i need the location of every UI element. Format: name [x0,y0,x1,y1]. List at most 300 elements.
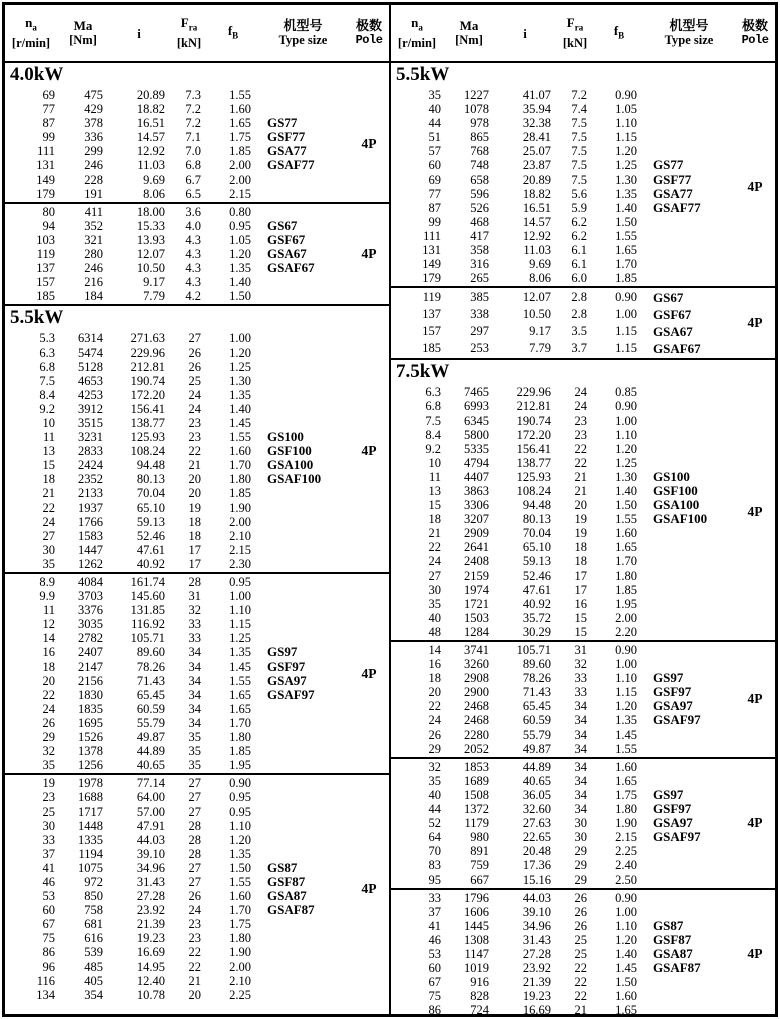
type-size-cell [643,526,735,540]
type-size-cell [257,501,349,515]
value-cell: 22 [42,687,55,702]
value-cell: 53 [42,889,55,904]
type-size-cell [643,1003,735,1014]
table-row [5,974,349,988]
value-cell: 4.0 [185,218,201,233]
value-cell: 34 [574,802,587,817]
value-cell: 1.80 [229,730,251,745]
value-cell: 32.38 [522,116,551,131]
value-cell: 1.55 [615,228,637,243]
value-cell: 4.3 [185,261,201,276]
value-cell: 131 [36,158,55,173]
value-cell: 9.2 [425,441,441,456]
value-cell: 134 [36,987,55,1002]
block-rows [391,890,735,1014]
table-row [5,861,349,875]
value-cell: 17 [574,568,587,583]
value-cell: 22.65 [522,830,551,845]
pole-value: 4P [747,691,763,707]
block-rows [5,204,349,305]
value-cell: 13.93 [136,232,165,247]
value-cell: 16 [428,657,441,672]
value-cell: 35.72 [522,610,551,625]
value-cell: 23 [188,430,201,445]
value-cell: 55.79 [522,727,551,742]
value-cell: 156.41 [516,441,551,456]
gearbox-block [5,773,389,1003]
value-cell: 246 [84,158,103,173]
value-cell: 78.26 [136,659,165,674]
value-cell: 22 [188,444,201,459]
type-size-cell [257,529,349,543]
value-cell: 49.87 [522,741,551,756]
value-cell: 32 [428,759,441,774]
value-cell: 185 [422,341,441,356]
type-size-cell [643,243,735,257]
value-cell: 20 [188,486,201,501]
value-cell: 19 [188,500,201,515]
value-cell: 2.00 [229,959,251,974]
value-cell: 15.33 [136,218,165,233]
block-rows [391,642,735,757]
value-cell: 10.50 [522,307,551,322]
header-label-subscript: a [418,22,423,33]
gearbox-block [391,888,775,1014]
value-cell: 8.9 [39,575,55,589]
value-cell: 40 [428,787,441,802]
value-cell: 22 [188,959,201,974]
value-cell: 8.4 [39,387,55,402]
value-cell: 7.4 [571,102,587,117]
type-size-cell [643,428,735,442]
value-cell: 25 [188,373,201,388]
table-row [5,444,349,458]
value-cell: 7.5 [39,373,55,388]
value-cell: 27.28 [136,889,165,904]
gearbox-block [391,87,775,286]
value-cell: 1284 [464,624,489,639]
value-cell: 11 [428,469,441,484]
type-size-cell [257,758,349,772]
value-cell: 1503 [464,610,489,625]
pole-value: 4P [747,946,763,962]
value-cell: 23 [42,790,55,805]
table-row [5,388,349,402]
value-cell: 2052 [464,741,489,756]
value-cell: 2424 [78,458,103,473]
value-cell: 2.00 [229,158,251,173]
value-cell: 0.95 [229,218,251,233]
value-cell: 28 [188,846,201,861]
value-cell: 26 [574,904,587,919]
value-cell: 2407 [78,645,103,660]
value-cell: 1.95 [615,596,637,611]
value-cell: 16.69 [136,945,165,960]
value-cell: 4794 [464,455,489,470]
type-size-cell: GS97 [653,670,684,686]
value-cell: 1.30 [229,373,251,388]
value-cell: 229.96 [516,385,551,400]
type-size-cell [257,543,349,557]
value-cell: 1.40 [615,200,637,215]
value-cell: 55.79 [136,715,165,730]
type-size-cell [643,858,735,872]
value-cell: 768 [470,144,489,159]
value-cell: 35 [428,88,441,102]
value-cell: 1508 [464,787,489,802]
value-cell: 28.41 [522,130,551,145]
value-cell: 748 [470,158,489,173]
value-cell: 28 [188,818,201,833]
value-cell: 21 [574,483,587,498]
type-size-cell [257,173,349,187]
type-size-cell [257,790,349,804]
value-cell: 1.05 [229,232,251,247]
value-cell: 7.5 [571,116,587,131]
value-cell: 89.60 [136,645,165,660]
value-cell: 185 [36,289,55,304]
value-cell: 24 [574,399,587,414]
value-cell: 1721 [464,596,489,611]
value-cell: 2.15 [615,830,637,845]
value-cell: 17.36 [522,858,551,873]
value-cell: 1.15 [615,324,637,339]
table-row [5,960,349,974]
value-cell: 417 [470,228,489,243]
value-cell: 0.85 [615,385,637,400]
value-cell: 7.5 [571,158,587,173]
value-cell: 35 [428,596,441,611]
value-cell: 12 [42,617,55,632]
value-cell: 6.1 [571,243,587,258]
type-size-cell [643,583,735,597]
value-cell: 6314 [78,331,103,346]
table-row [391,975,735,989]
value-cell: 27 [188,860,201,875]
value-cell: 5.6 [571,186,587,201]
value-cell: 828 [470,989,489,1004]
type-size-cell [257,557,349,571]
gearbox-block [391,384,775,640]
value-cell: 1937 [78,500,103,515]
value-cell: 40.65 [522,773,551,788]
value-cell: 8.06 [529,271,551,286]
value-cell: 34 [574,741,587,756]
header-label: $f_B$ [613,22,625,41]
table-row [5,331,349,345]
value-cell: 4.3 [185,275,201,290]
value-cell: 64.00 [136,790,165,805]
value-cell: 1.85 [615,582,637,597]
type-size-cell [257,331,349,345]
value-cell: 16.51 [136,116,165,131]
table-row [5,847,349,861]
value-cell: 34 [574,787,587,802]
type-size-cell [257,88,349,102]
value-cell: 24 [42,701,55,716]
value-cell: 1.55 [229,874,251,889]
table-row [5,130,349,144]
type-size-cell: GSF87 [653,931,692,947]
value-cell: 1.10 [615,671,637,686]
value-cell: 116.92 [131,617,165,632]
value-cell: 20 [188,987,201,1002]
value-cell: 1.35 [229,645,251,660]
value-cell: 184 [84,289,103,304]
value-cell: 1.50 [615,214,637,229]
value-cell: 15 [574,610,587,625]
value-cell: 33 [574,685,587,700]
type-size-cell [257,833,349,847]
value-cell: 18 [428,671,441,686]
value-cell: 99 [42,130,55,145]
value-cell: 1.15 [615,685,637,700]
table-row [5,903,349,917]
value-cell: 3.5 [571,324,587,339]
value-cell: 667 [470,872,489,887]
value-cell: 14 [428,643,441,657]
value-cell: 2352 [78,472,103,487]
value-cell: 78.26 [522,671,551,686]
type-size-cell [643,144,735,158]
table-row [391,257,735,271]
value-cell: 57.00 [136,804,165,819]
table-row [5,833,349,847]
value-cell: 2468 [464,713,489,728]
type-size-cell [643,611,735,625]
type-size-cell [643,728,735,742]
value-cell: 94.48 [136,458,165,473]
value-cell: 47.61 [136,542,165,557]
value-cell: 26 [42,715,55,730]
value-cell: 20 [188,472,201,487]
value-cell: 22 [574,975,587,990]
value-cell: 12.07 [136,247,165,262]
table-row [391,201,735,215]
value-cell: 1689 [464,773,489,788]
value-cell: 8.06 [143,186,165,201]
type-size-cell: GS77 [267,115,298,131]
value-cell: 6993 [464,399,489,414]
type-size-cell: GSAF97 [267,686,315,702]
value-cell: 1.65 [615,540,637,555]
table-row [5,575,349,589]
value-cell: 67 [42,917,55,932]
type-size-cell: GSAF67 [267,260,315,276]
value-cell: 26 [188,889,201,904]
value-cell: 0.90 [615,890,637,905]
value-cell: 64 [428,830,441,845]
value-cell: 16.51 [522,200,551,215]
value-cell: 2.10 [229,973,251,988]
type-size-cell: GS87 [267,859,298,875]
value-cell: 116 [36,973,55,988]
header-label: $n_a$ [411,15,423,33]
table-row [5,205,349,219]
value-cell: 60.59 [522,713,551,728]
block-rows [391,384,735,640]
type-size-cell: GSAF100 [653,511,708,527]
value-cell: 65.45 [136,687,165,702]
value-cell: 1978 [78,776,103,791]
value-cell: 14.57 [522,214,551,229]
value-cell: 32 [42,744,55,759]
table-row [5,660,349,674]
value-cell: 980 [470,830,489,845]
value-cell: 5.3 [39,331,55,346]
type-size-cell [257,945,349,959]
table-row [5,233,349,247]
spec-table-page [2,2,778,1017]
table-row [391,102,735,116]
table-row [391,844,735,858]
value-cell: 1.70 [229,903,251,918]
table-row [5,645,349,659]
value-cell: 40 [428,610,441,625]
table-row [391,215,735,229]
table-row [391,88,735,102]
value-cell: 16 [42,645,55,660]
value-cell: 891 [470,844,489,859]
value-cell: 1.60 [229,444,251,459]
table-row [391,643,735,657]
value-cell: 14 [42,631,55,646]
value-cell: 1.30 [615,172,637,187]
gearbox-block [391,286,775,358]
table-body [391,63,775,1014]
header-label: $f_B$ [227,22,239,41]
type-size-cell: GSA87 [267,888,307,904]
table-row [391,271,735,285]
value-cell: 20 [428,685,441,700]
value-cell: 1.40 [229,275,251,290]
value-cell: 1.00 [229,331,251,346]
value-cell: 18 [188,514,201,529]
block-rows [391,87,735,286]
header-label: $F_{ra}$ [180,15,198,33]
value-cell: 190.74 [130,373,165,388]
table-row [5,219,349,233]
type-size-cell [257,716,349,730]
header-unit: [r/min] [397,35,437,50]
table-row [391,158,735,172]
table-row [391,671,735,685]
value-cell: 11.03 [137,158,165,173]
value-cell: 179 [36,186,55,201]
value-cell: 1.00 [615,657,637,672]
value-cell: 6.3 [425,385,441,400]
header-cell [555,5,595,61]
header-unit: Pole [741,33,769,47]
header-unit: [Nm] [69,33,97,47]
table-row [5,730,349,744]
value-cell: 1256 [78,758,103,773]
value-cell: 30 [574,830,587,845]
table-row [391,428,735,442]
value-cell: 21.39 [522,975,551,990]
block-rows [5,574,349,773]
type-size-cell [257,515,349,529]
value-cell: 75 [42,931,55,946]
value-cell: 44.03 [136,832,165,847]
value-cell: 21 [574,469,587,484]
value-cell: 1.65 [615,773,637,788]
column-header-row [391,5,775,63]
power-section [5,304,389,1002]
table-panel-left [5,5,391,1014]
value-cell: 1.55 [229,88,251,102]
value-cell: 3863 [464,483,489,498]
value-cell: 596 [470,186,489,201]
value-cell: 6.7 [185,172,201,187]
value-cell: 20.89 [522,172,551,187]
table-row [5,247,349,261]
table-row [5,931,349,945]
type-size-cell: GSF100 [267,443,312,459]
value-cell: 24 [188,401,201,416]
table-row [391,933,735,947]
header-cell [169,5,209,61]
value-cell: 338 [470,307,489,322]
value-cell: 1.60 [229,102,251,117]
table-row [5,674,349,688]
table-row [5,529,349,543]
header-cell [5,5,57,61]
value-cell: 27 [428,568,441,583]
value-cell: 29 [574,872,587,887]
value-cell: 5474 [78,345,103,360]
value-cell: 108.24 [130,444,165,459]
value-cell: 865 [470,130,489,145]
value-cell: 4653 [78,373,103,388]
value-cell: 1.60 [615,526,637,541]
type-size-cell: GS67 [653,290,684,306]
value-cell: 20.89 [136,88,165,102]
table-row [391,919,735,933]
value-cell: 1.00 [615,307,637,322]
value-cell: 60 [428,158,441,173]
type-size-cell: GS97 [267,644,298,660]
table-row [5,346,349,360]
value-cell: 12.07 [522,290,551,305]
table-row [391,456,735,470]
type-size-cell: GSF87 [267,873,306,889]
value-cell: 7.2 [185,102,201,117]
value-cell: 111 [37,144,55,159]
value-cell: 2641 [464,540,489,555]
value-cell: 20 [574,498,587,513]
type-size-cell: GSAF67 [653,341,701,357]
value-cell: 172.20 [516,427,551,442]
value-cell: 1717 [78,804,103,819]
value-cell: 24 [188,387,201,402]
table-row [391,116,735,130]
value-cell: 411 [84,204,103,219]
type-size-cell [257,805,349,819]
value-cell: 29 [428,741,441,756]
value-cell: 378 [84,116,103,131]
table-row [5,688,349,702]
value-cell: 22 [42,500,55,515]
value-cell: 105.71 [516,643,551,657]
value-cell: 1.90 [229,500,251,515]
value-cell: 1378 [78,744,103,759]
value-cell: 47.61 [522,582,551,597]
header-cell [735,5,775,61]
value-cell: 1.35 [229,261,251,276]
table-row [391,989,735,1003]
value-cell: 41.07 [522,88,551,102]
